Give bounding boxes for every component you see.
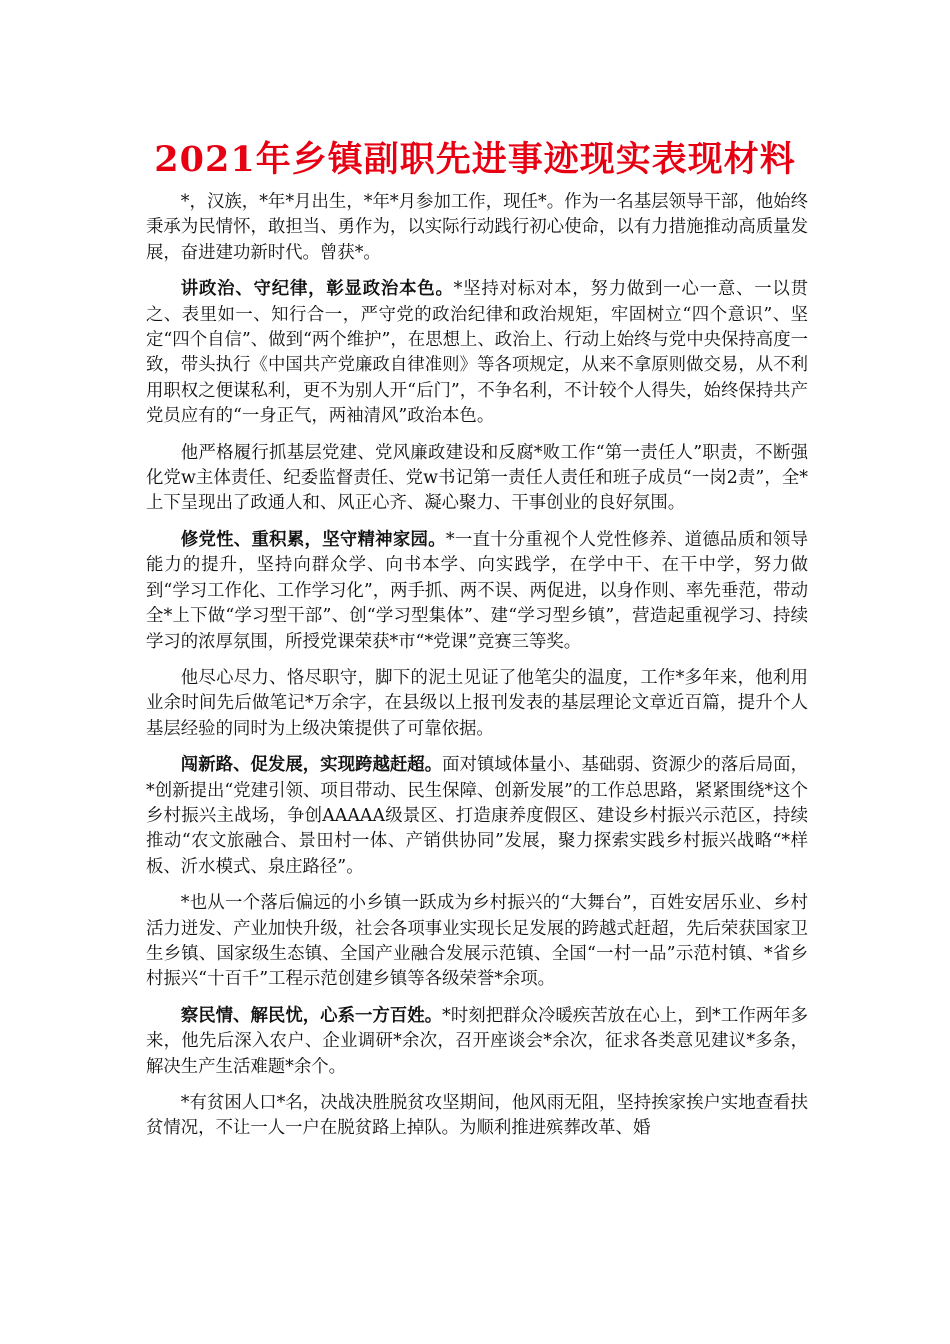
paragraph-intro — [146, 190, 808, 266]
paragraph-text: *坚持对标对本，努力做到一心一意、一以贯之、表里如一、知行合一，严守党的政治纪律和政治规矩，牢固树立“四个意识”、坚定“四个自信”、做到“两个维护”，在思想上、政治上、行动上始终与党中央保持高度一致，带头执行《中国共产党廉政自律准则》等各项规定，从来不拿原则做交易，从不利用职权之便谋私利，更不为别人开“后门”，不争名利，不计较个人得失，始终保持共产党员应有的“一身正气，两袖清风”政治本色。 — [146, 279, 808, 427]
paragraph-text: *时刻把群众冷暖疾苦放在心上，到*工作两年多来，他先后深入农户、企业调研*余次，召开座谈会*余次，征求各类意见建议*多条，解决生产生活难题*余个。 — [146, 1005, 808, 1077]
paragraph-diligence — [146, 666, 808, 742]
paragraph-text: *，汉族，*年*月出生，*年*月参加工作，现任*。作为一名基层领导干部，他始终秉承为民情怀，敢担当、勇作为，以实际行动践行初心使命，以有力措施推动高质量发展，奋进建功新时代。曾获*。 — [146, 192, 808, 263]
paragraph-people — [146, 1004, 808, 1080]
paragraph-text: *也从一个落后偏远的小乡镇一跃成为乡村振兴的“大舞台”，百姓安居乐业、乡村活力迸发、产业加快升级，社会各项事业实现长足发展的跨越式赶超，先后荣获国家卫生乡镇、国家级生态镇、全国产业融合发展示范镇、全国“一村一品”示范村镇、*省乡村振兴“十百千”工程示范创建乡镇等各级荣誉*余项。 — [146, 893, 808, 990]
paragraph-politics — [146, 277, 808, 429]
document-title: 2021年乡镇副职先进事迹现实表现材料 — [154, 139, 796, 180]
paragraph-achievements — [146, 891, 808, 993]
paragraph-lead: 察民情、解民忧，心系一方百姓。 — [180, 1005, 443, 1026]
paragraph-text: 他尽心尽力、恪尽职守，脚下的泥土见证了他笔尖的温度，工作*多年来，他利用业余时间先后做笔记*万余字，在县级以上报刊发表的基层理论文章近百篇，提升个人基层经验的同时为上级决策提供了可靠依据。 — [146, 667, 808, 739]
document-body — [146, 190, 808, 1153]
paragraph-poverty — [146, 1091, 808, 1142]
paragraph-responsibility — [146, 441, 808, 517]
paragraph-lead: 修党性、重积累，坚守精神家园。 — [180, 529, 446, 550]
paragraph-text: 他严格履行抓基层党建、党风廉政建设和反腐*败工作“第一责任人”职责，不断强化党w主体责任、纪委监督责任、党w书记第一责任人责任和班子成员“一岗2责”，全*上下呈现出了政通人和、风正心齐、凝心聚力、干事创业的良好氛围。 — [146, 442, 808, 514]
paragraph-party-spirit — [146, 528, 808, 655]
paragraph-lead: 闯新路、促发展，实现跨越赶超。 — [180, 755, 443, 776]
paragraph-development — [146, 753, 808, 880]
paragraph-lead: 讲政治、守纪律，彰显政治本色。 — [180, 279, 454, 300]
paragraph-text: 面对镇域体量小、基础弱、资源少的落后局面，*创新提出“党建引领、项目带动、民生保障、创新发展”的工作总思路，紧紧围绕*这个乡村振兴主战场，争创AAAAA级景区、打造康养度假区、建设乡村振兴示范区，持续推动“农文旅融合、景田村一体、产销供协同”发展，聚力探索实践乡村振兴战略“*样板、沂水模式、泉庄路径”。 — [146, 755, 808, 877]
paragraph-text: *有贫困人口*名，决战决胜脱贫攻坚期间，他风雨无阻，坚持挨家挨户实地查看扶贫情况，不让一人一户在脱贫路上掉队。为顺利推进殡葬改革、婚 — [146, 1093, 808, 1139]
paragraph-text: *一直十分重视个人党性修养、道德品质和领导能力的提升，坚持向群众学、向书本学、向实践学，在学中干、在干中学，努力做到“学习工作化、工作学习化”，两手抓、两不误、两促进，以身作则、率先垂范，带动全*上下做“学习型干部”、创“学习型集体”、建“学习型乡镇”，营造起重视学习、持续学习的浓厚氛围，所授党课荣获*市“*党课”竞赛三等奖。 — [146, 529, 808, 652]
